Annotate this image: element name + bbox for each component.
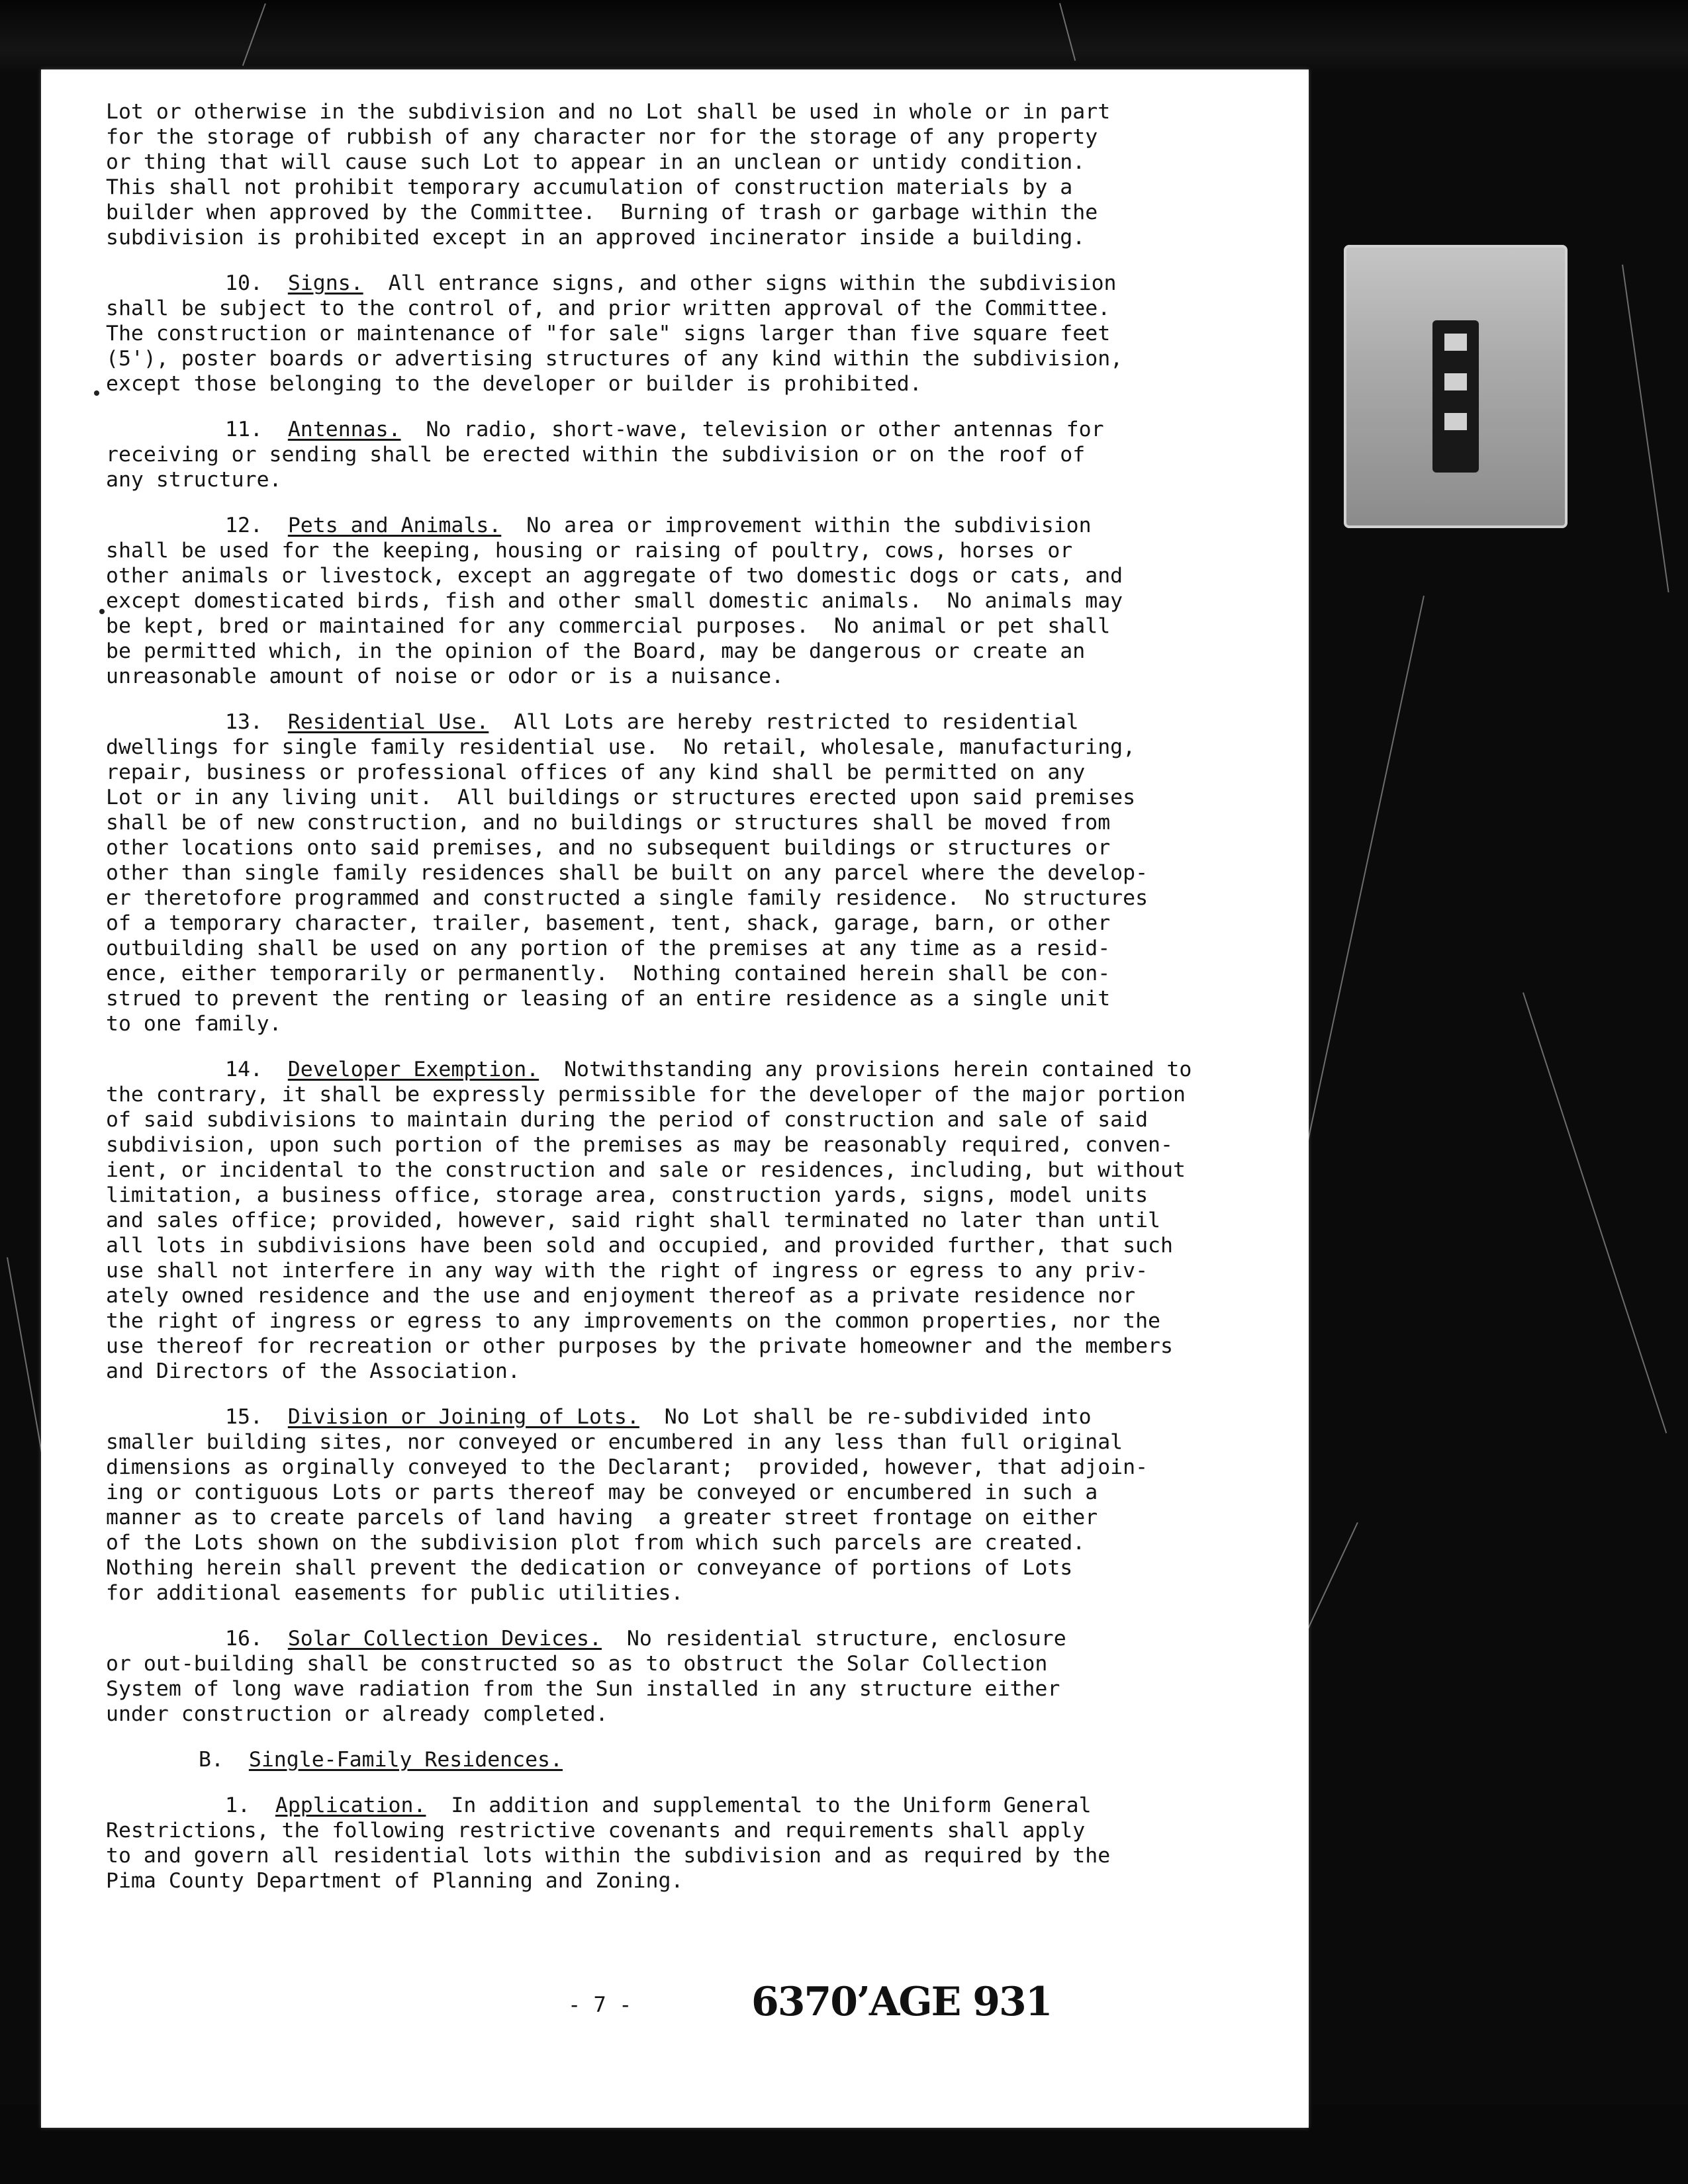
paragraph-heading: Application. [275, 1794, 426, 1817]
paragraph-first-line [106, 1057, 1218, 1082]
paragraph-number: 11. [225, 418, 263, 441]
paragraph-continuation [106, 99, 1218, 250]
document-body [106, 99, 1218, 1914]
text-line: other than single family residences shall be built on any parcel where the develop- [106, 861, 1149, 885]
text-line: shall be subject to the control of, and prior written approval of the Committee. [106, 296, 1111, 320]
text-line: under construction or already completed. [106, 1702, 608, 1726]
text-line: dimensions as orginally conveyed to the Declarant; provided, however, that adjoin- [106, 1455, 1149, 1479]
paragraph-14 [106, 1057, 1218, 1384]
text-line: of said subdivisions to maintain during the period of construction and sale of said [106, 1108, 1149, 1132]
text-line: smaller building sites, nor conveyed or encumbered in any less than full original [106, 1430, 1123, 1454]
text-line: be permitted which, in the opinion of the Board, may be dangerous or create an [106, 639, 1086, 663]
section-heading-b [106, 1747, 1218, 1772]
margin-mark [94, 390, 99, 396]
text-line: to and govern all residential lots within the subdivision and as required by the [106, 1844, 1111, 1868]
text-line: System of long wave radiation from the Sun installed in any structure either [106, 1677, 1060, 1701]
text-line: ately owned residence and the use and enjoyment thereof as a private residence nor [106, 1284, 1136, 1308]
text-line: outbuilding shall be used on any portion of the premises at any time as a resid- [106, 936, 1111, 960]
scan-scratch [1299, 596, 1425, 1179]
text-line: the contrary, it shall be expressly permissible for the developer of the major portion [106, 1083, 1186, 1107]
paragraph-number: 15. [225, 1405, 263, 1429]
text-line: be kept, bred or maintained for any commercial purposes. No animal or pet shall [106, 614, 1111, 638]
text-line: unreasonable amount of noise or odor or is a nuisance. [106, 664, 784, 688]
text-line: The construction or maintenance of "for sale" signs larger than five square feet [106, 322, 1111, 345]
paragraph-10 [106, 271, 1218, 396]
text-line: Nothing herein shall prevent the dedication or conveyance of portions of Lots [106, 1556, 1073, 1580]
scan-scratch [1622, 265, 1669, 592]
paragraph-number: 1. [225, 1794, 250, 1817]
paragraph-first-line [106, 1626, 1218, 1651]
paragraph-heading: Division or Joining of Lots. [287, 1405, 639, 1429]
text-line: for the storage of rubbish of any character nor for the storage of any property [106, 125, 1098, 149]
paragraph-text: Notwithstanding any provisions herein contained to [564, 1058, 1192, 1081]
paragraph-text: No radio, short-wave, television or other antennas for [426, 418, 1104, 441]
text-line: repair, business or professional offices of any kind shall be permitted on any [106, 760, 1086, 784]
paragraph-text: All entrance signs, and other signs within the subdivision [388, 271, 1117, 295]
paragraph-text: No area or improvement within the subdivision [526, 514, 1092, 537]
paragraph-number: 16. [225, 1627, 263, 1651]
text-line: shall be of new construction, and no buildings or structures shall be moved from [106, 811, 1111, 835]
text-line: ient, or incidental to the construction and sale or residences, including, but without [106, 1158, 1186, 1182]
paragraph-16 [106, 1626, 1218, 1727]
paragraph-text: All Lots are hereby restricted to residential [514, 710, 1079, 734]
text-line: to one family. [106, 1012, 282, 1036]
paragraph-number: 14. [225, 1058, 263, 1081]
text-line: subdivision is prohibited except in an approved incinerator inside a building. [106, 226, 1086, 250]
scan-scratch [1523, 992, 1667, 1433]
text-line: receiving or sending shall be erected within the subdivision or on the roof of [106, 443, 1086, 467]
paragraph-heading: Pets and Animals. [287, 514, 502, 537]
page-number: - 7 - [568, 1992, 632, 2017]
paragraph-12 [106, 513, 1218, 689]
paragraph-number: 13. [225, 710, 263, 734]
text-line: er theretofore programmed and constructed a single family residence. No structures [106, 886, 1149, 910]
text-line: ing or contiguous Lots or parts thereof may be conveyed or encumbered in such a [106, 1480, 1098, 1504]
paragraph-heading: Residential Use. [287, 710, 489, 734]
text-line: the right of ingress or egress to any improvements on the common properties, nor the [106, 1309, 1161, 1333]
text-line: Lot or in any living unit. All buildings or structures erected upon said premises [106, 786, 1136, 809]
text-line: except domesticated birds, fish and other small domestic animals. No animals may [106, 589, 1123, 613]
paragraph-heading: Signs. [287, 271, 363, 295]
text-line: other animals or livestock, except an aggregate of two domestic dogs or cats, and [106, 564, 1123, 588]
text-line: Restrictions, the following restrictive covenants and requirements shall apply [106, 1819, 1086, 1843]
binder-clip-image [1344, 245, 1568, 528]
text-line: dwellings for single family residential use. No retail, wholesale, manufacturing, [106, 735, 1136, 759]
margin-mark [99, 609, 105, 614]
paragraph-1 [106, 1793, 1218, 1893]
text-line: use shall not interfere in any way with the right of ingress or egress to any priv- [106, 1259, 1149, 1283]
text-line: Pima County Department of Planning and Zoning. [106, 1869, 684, 1893]
text-line: or thing that will cause such Lot to appear in an unclean or untidy condition. [106, 150, 1086, 174]
text-line: of a temporary character, trailer, basement, tent, shack, garage, barn, or other [106, 911, 1111, 935]
text-line: and Directors of the Association. [106, 1359, 520, 1383]
text-line: Lot or otherwise in the subdivision and no Lot shall be used in whole or in part [106, 100, 1111, 124]
text-line: except those belonging to the developer or builder is prohibited. [106, 372, 922, 396]
paragraph-first-line [106, 417, 1218, 442]
binder-clip-slot [1432, 320, 1479, 473]
text-line: limitation, a business office, storage area, construction yards, signs, model units [106, 1183, 1149, 1207]
paragraph-text: No residential structure, enclosure [626, 1627, 1066, 1651]
text-line: subdivision, upon such portion of the premises as may be reasonably required, conven- [106, 1133, 1173, 1157]
text-line: builder when approved by the Committee. Burning of trash or garbage within the [106, 201, 1098, 224]
paragraph-text: In addition and supplemental to the Uniform General [451, 1794, 1092, 1817]
paragraph-text: No Lot shall be re-subdivided into [664, 1405, 1092, 1429]
paragraph-11 [106, 417, 1218, 492]
text-line: or out-building shall be constructed so as to obstruct the Solar Collection [106, 1652, 1048, 1676]
section-number: B. [199, 1748, 224, 1772]
text-line: This shall not prohibit temporary accumulation of construction materials by a [106, 175, 1073, 199]
paragraph-number: 10. [225, 271, 263, 295]
text-line: strued to prevent the renting or leasing of an entire residence as a single unit [106, 987, 1111, 1011]
paragraph-heading: Solar Collection Devices. [287, 1627, 602, 1651]
paragraph-first-line [106, 271, 1218, 296]
section-title: Single-Family Residences. [248, 1748, 563, 1772]
recording-stamp: 6370’AGE 931 [751, 1979, 1052, 2025]
text-line: manner as to create parcels of land having a greater street frontage on either [106, 1506, 1098, 1529]
text-line: use thereof for recreation or other purposes by the private homeowner and the members [106, 1334, 1173, 1358]
paragraph-heading: Developer Exemption. [287, 1058, 539, 1081]
paragraph-13 [106, 709, 1218, 1036]
text-line: and sales office; provided, however, said right shall terminated no later than until [106, 1208, 1161, 1232]
text-line: other locations onto said premises, and no subsequent buildings or structures or [106, 836, 1111, 860]
text-line: all lots in subdivisions have been sold and occupied, and provided further, that such [106, 1234, 1173, 1257]
paragraph-first-line [106, 1404, 1218, 1430]
text-line: of the Lots shown on the subdivision plot from which such parcels are created. [106, 1531, 1086, 1555]
paragraph-first-line [106, 513, 1218, 538]
text-line: ence, either temporarily or permanently. Nothing contained herein shall be con- [106, 962, 1111, 985]
paragraph-first-line [106, 709, 1218, 735]
text-line: (5'), poster boards or advertising structures of any kind within the subdivision, [106, 347, 1123, 371]
text-line: shall be used for the keeping, housing or raising of poultry, cows, horses or [106, 539, 1073, 563]
paragraph-first-line [106, 1793, 1218, 1818]
text-line: any structure. [106, 468, 282, 492]
paragraph-15 [106, 1404, 1218, 1606]
paragraph-number: 12. [225, 514, 263, 537]
text-line: for additional easements for public utilities. [106, 1581, 684, 1605]
paragraph-heading: Antennas. [287, 418, 401, 441]
